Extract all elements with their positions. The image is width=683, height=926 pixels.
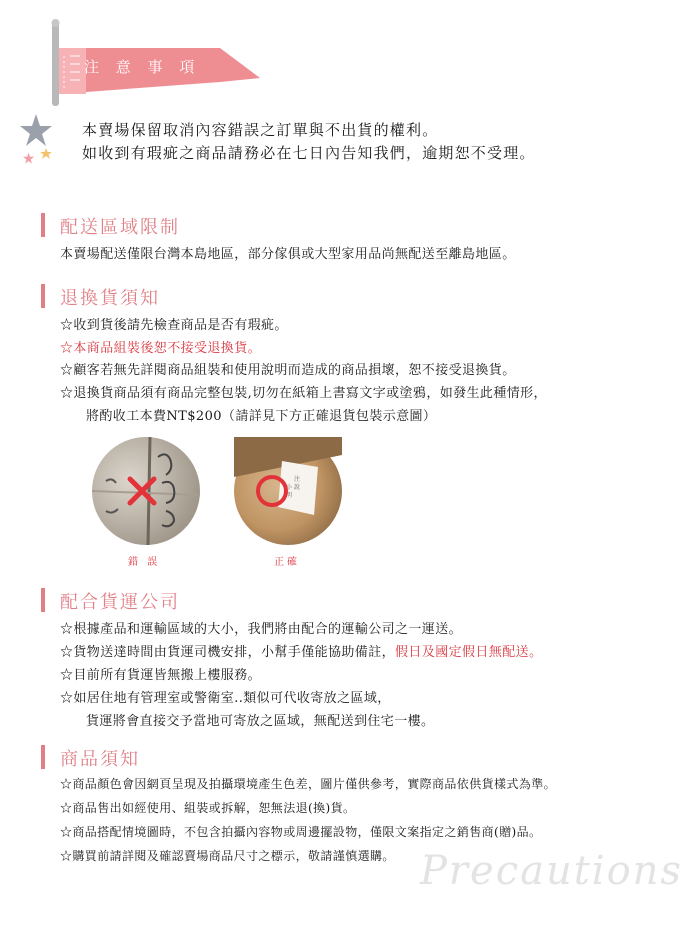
section-marker: [41, 284, 45, 308]
svg-text:小 說: 小 說: [286, 484, 300, 491]
returns-item-5: 將酌收工本費NT$200（請詳見下方正確退貨包裝示意圖）: [86, 409, 437, 424]
shipping-item-5: 貨運將會直接交予當地可寄放之區域，無配送到住宅一樓。: [86, 714, 435, 729]
product-item-1: ☆商品顏色會因網頁呈現及拍攝環境產生色差，圖片僅供參考，實際商品依供貨樣式為準。: [60, 777, 557, 791]
returns-title: 退換貨須知: [60, 288, 160, 309]
section-marker: [41, 588, 45, 612]
delivery-area-text: 本賣場配送僅限台灣本島地區，部分傢俱或大型家用品尚無配送至離島地區。: [60, 247, 516, 262]
holiday-notice: 假日及國定假日無配送。: [395, 645, 543, 660]
correct-packaging-icon: [234, 437, 342, 545]
product-item-3: ☆商品搭配情境圖時，不包含拍攝內容物或周邊擺設物，僅限文案指定之銷售商(贈)品。: [60, 825, 542, 839]
wrong-packaging-icon: [92, 437, 200, 545]
product-item-4: ☆購買前請詳閱及確認賣場商品尺寸之標示，敬請謹慎選購。: [60, 849, 395, 863]
shipping-item-4: ☆如居住地有管理室或警衛室..類似可代收寄放之區域，: [60, 691, 391, 706]
shipping-item-3: ☆目前所有貨運皆無搬上樓服務。: [60, 668, 262, 683]
shipping-item-1: ☆根據產品和運輸區域的大小，我們將由配合的運輸公司之一運送。: [60, 622, 463, 637]
section-marker: [41, 213, 45, 237]
returns-item-3: ☆顧客若無先詳閱商品組裝和使用說明而造成的商品損壞，恕不接受退換貨。: [60, 363, 516, 378]
svg-text:注: 注: [294, 476, 301, 483]
wrong-caption: 錯 誤: [128, 557, 161, 568]
returns-item-2: ☆本商品組裝後恕不接受退換貨。: [60, 341, 262, 356]
correct-caption: 正確: [274, 557, 300, 568]
stars-icon: [16, 112, 56, 162]
correct-packaging-image: [234, 437, 342, 545]
svg-text:明: 明: [286, 492, 293, 499]
delivery-area-title: 配送區域限制: [60, 217, 180, 238]
shipping-title: 配合貨運公司: [60, 592, 180, 613]
product-title: 商品須知: [60, 749, 140, 770]
returns-item-1: ☆收到貨後請先檢查商品是否有瑕疵。: [60, 318, 288, 333]
intro-line-1: 本賣場保留取消內容錯誤之訂單與不出貨的權利。: [82, 121, 439, 139]
shipping-item-2-text: ☆貨物送達時間由貨運司機安排，小幫手僅能協助備註，: [60, 645, 396, 660]
shipping-item-2: [60, 641, 542, 660]
header-title: 注 意 事 項: [84, 58, 201, 76]
intro-line-2: 如收到有瑕疵之商品請務必在七日內告知我們，逾期恕不受理。: [82, 144, 536, 162]
product-item-2: ☆商品售出如經使用、組裝或拆解，恕無法退(換)貨。: [60, 801, 356, 815]
wrong-packaging-image: [92, 437, 200, 545]
returns-item-4: ☆退換貨商品須有商品完整包裝,切勿在紙箱上書寫文字或塗鴉，如發生此種情形，: [60, 386, 547, 401]
section-marker: [41, 745, 45, 769]
precautions-watermark: Precautions: [420, 848, 683, 894]
